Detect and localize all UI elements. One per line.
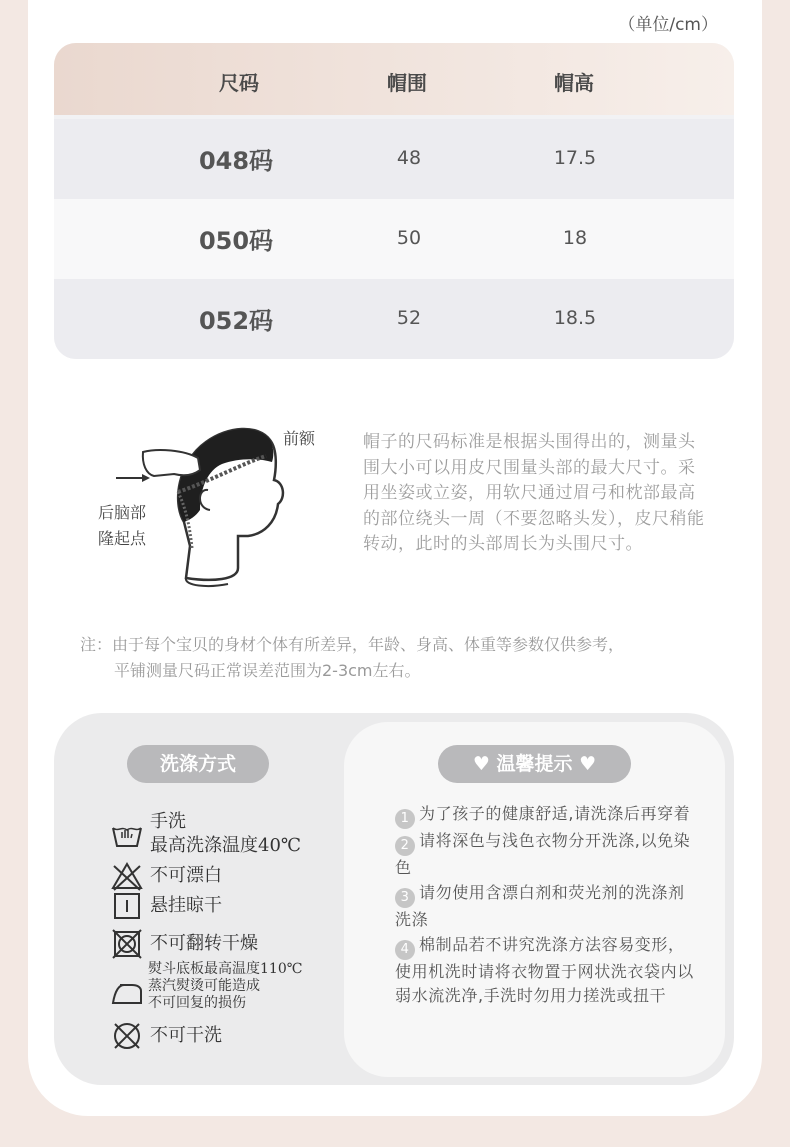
height-cell: 18	[562, 227, 588, 249]
tip-number: 1	[395, 809, 415, 829]
tip-text: 为了孩子的健康舒适,请洗涤后再穿着	[419, 804, 691, 823]
size-note	[80, 632, 760, 684]
height-cell: 17.5	[553, 147, 597, 169]
iron-item	[110, 961, 302, 1012]
tip-item	[395, 933, 695, 1010]
no-bleach-icon	[110, 860, 144, 892]
no-dryclean-item	[110, 1020, 222, 1052]
circumference-cell: 48	[396, 147, 422, 169]
no-dryclean-text: 不可干洗	[150, 1025, 222, 1046]
iron-temp-text: 熨斗底板最高温度110℃	[148, 961, 303, 977]
tips-title: 温馨提示	[496, 753, 573, 775]
max-temp-text: 最高洗涤温度40℃	[150, 835, 302, 856]
note-line1: 注：由于每个宝贝的身材个体有所差异，年龄、身高、体重等参数仅供参考，	[80, 635, 625, 654]
tip-item	[395, 802, 695, 829]
table-row	[54, 279, 734, 359]
back-label-line2: 隆起点	[98, 529, 147, 548]
hang-dry-icon	[110, 890, 144, 922]
table-row	[54, 199, 734, 279]
no-tumble-item	[110, 928, 258, 960]
circumference-cell: 50	[396, 227, 422, 249]
no-tumble-dry-icon	[110, 928, 144, 960]
hand-wash-icon	[110, 818, 144, 850]
header-height: 帽高	[554, 71, 594, 95]
tip-number: 2	[395, 836, 415, 856]
no-dryclean-icon	[110, 1020, 144, 1052]
size-cell: 052码	[198, 307, 274, 335]
hand-wash-item	[110, 810, 301, 858]
washing-title: 洗涤方式	[127, 745, 269, 783]
no-tumble-text: 不可翻转干燥	[150, 933, 258, 954]
size-cell: 048码	[198, 147, 274, 175]
tip-text: 请将深色与浅色衣物分开洗涤,以免染色	[395, 831, 691, 877]
size-table	[54, 43, 734, 359]
tip-item	[395, 881, 695, 933]
note-line2: 平铺测量尺码正常误差范围为2-3cm左右。	[114, 661, 421, 680]
circumference-cell: 52	[396, 307, 422, 329]
header-size: 尺码	[219, 71, 259, 95]
table-row	[54, 119, 734, 199]
tip-item	[395, 829, 695, 881]
no-bleach-text: 不可漂白	[150, 865, 222, 886]
tip-text: 请勿使用含漂白剂和荧光剂的洗涤剂洗涤	[395, 882, 685, 929]
height-cell: 18.5	[553, 307, 597, 329]
heart-icon: ♥	[579, 753, 597, 775]
hand-wash-text: 手洗	[150, 811, 186, 832]
measure-description: 帽子的尺码标准是根据头围得出的，测量头围大小可以用皮尺围量头部的最大尺寸。采用坐姿或立姿，用软尺通过眉弓和枕部最高的部位绕头一周（不要忽略头发），皮尺稍能转动，此时的头部周长为头围尺寸。	[363, 432, 705, 554]
front-label: 前额	[283, 429, 316, 448]
hang-dry-item	[110, 890, 222, 922]
size-cell: 050码	[198, 227, 274, 255]
table-header	[54, 43, 734, 115]
tip-number: 3	[395, 888, 415, 908]
iron-warning-text: 蒸汽熨烫可能造成	[148, 978, 260, 994]
hang-dry-text: 悬挂晾干	[150, 895, 222, 916]
unit-label: （单位/cm）	[618, 15, 718, 35]
heart-icon: ♥	[472, 753, 490, 775]
tip-number: 4	[395, 940, 415, 960]
no-bleach-item	[110, 860, 222, 892]
tip-text: 棉制品若不讲究洗涤方法容易变形，使用机洗时请将衣物置于网状洗衣袋内以弱水流洗净,手洗时勿用力搓洗或扭干	[395, 934, 694, 1006]
tips-title-pill	[438, 745, 631, 783]
iron-damage-text: 不可回复的损伤	[148, 995, 246, 1011]
tips-list	[395, 802, 695, 1009]
back-label-line1: 后脑部	[98, 503, 147, 522]
back-label	[98, 500, 146, 552]
header-circumference: 帽围	[387, 71, 427, 95]
iron-icon	[110, 977, 144, 1009]
